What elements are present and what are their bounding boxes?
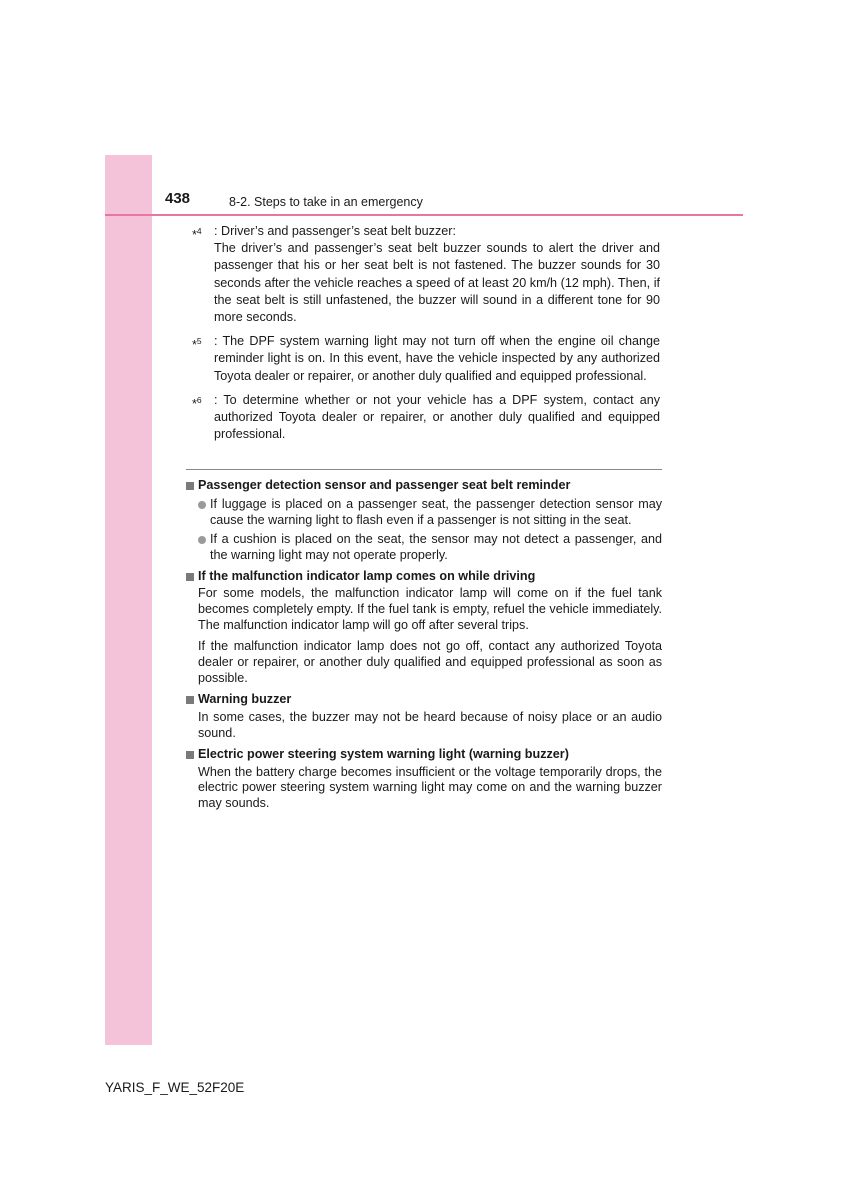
footnote-text: : To determine whether or not your vehicle has a DPF system, contact any authorized Toyota dealer or repairer, or another duly qualified and equipped professional. xyxy=(214,392,660,442)
footnote-6 xyxy=(190,392,660,444)
square-bullet-icon xyxy=(186,751,194,759)
document-code: YARIS_F_WE_52F20E xyxy=(105,1080,245,1095)
footnote-5 xyxy=(190,333,660,385)
paragraph: In some cases, the buzzer may not be heard because of noisy place or an audio sound. xyxy=(198,709,662,740)
footnote-text: : The DPF system warning light may not turn off when the engine oil change reminder light is on. In this event, have the vehicle inspected by any authorized Toyota dealer or repairer, or another duly qualified and equipped professional. xyxy=(214,334,660,383)
footnote-4 xyxy=(190,223,660,326)
section-divider xyxy=(186,469,662,470)
note-heading-power-steering: Electric power steering system warning light (warning buzzer) xyxy=(186,747,662,763)
circle-bullet-icon xyxy=(198,536,206,544)
footnote-lead: : Driver’s and passenger’s seat belt buzzer: xyxy=(214,224,456,238)
circle-bullet-icon xyxy=(198,501,206,509)
notes xyxy=(186,476,662,812)
footnotes xyxy=(190,223,660,450)
square-bullet-icon xyxy=(186,696,194,704)
paragraph: If the malfunction indicator lamp does not go off, contact any authorized Toyota dealer or repairer, or another duly qualified and equipped professional as soon as possible. xyxy=(198,639,662,685)
footnote-marker: *$^4$ xyxy=(192,226,202,242)
note-heading-malfunction-lamp: If the malfunction indicator lamp comes on while driving xyxy=(186,569,662,585)
square-bullet-icon xyxy=(186,573,194,581)
header-rule xyxy=(105,214,743,216)
footnote-marker: *$^6$ xyxy=(192,394,202,411)
note-heading-warning-buzzer: Warning buzzer xyxy=(186,692,662,708)
paragraph: For some models, the malfunction indicator lamp will come on if the fuel tank becomes completely empty. If the fuel tank is empty, refuel the vehicle immediately. The malfunction indicator lamp will go off after several trips. xyxy=(198,586,662,633)
square-bullet-icon xyxy=(186,482,194,490)
section-title: 8-2. Steps to take in an emergency xyxy=(229,195,423,209)
chapter-side-tab xyxy=(105,155,152,1045)
page-number: 438 xyxy=(165,190,191,207)
note-heading-passenger-detection: Passenger detection sensor and passenger seat belt reminder xyxy=(186,478,662,494)
list-item: If luggage is placed on a passenger seat, the passenger detection sensor may cause the warning light to flash even if a passenger is not sitting in the seat. xyxy=(186,497,662,529)
footnote-marker: *$^5$ xyxy=(192,336,202,353)
paragraph: When the battery charge becomes insufficient or the voltage temporarily drops, the electric power steering system warning light may come on and the warning buzzer may sounds. xyxy=(198,764,662,811)
list-item: If a cushion is placed on the seat, the sensor may not detect a passenger, and the warning light may not operate properly. xyxy=(186,532,662,564)
footnote-body: The driver’s and passenger’s seat belt buzzer sounds to alert the driver and passenger that his or her seat belt is not fastened. The buzzer sounds for 30 seconds after the vehicle reaches a speed of at least 20 km/h (12 mph). Then, if the seat belt is still unfastened, the buzzer will sound in a different tone for 90 more seconds. xyxy=(214,241,660,325)
